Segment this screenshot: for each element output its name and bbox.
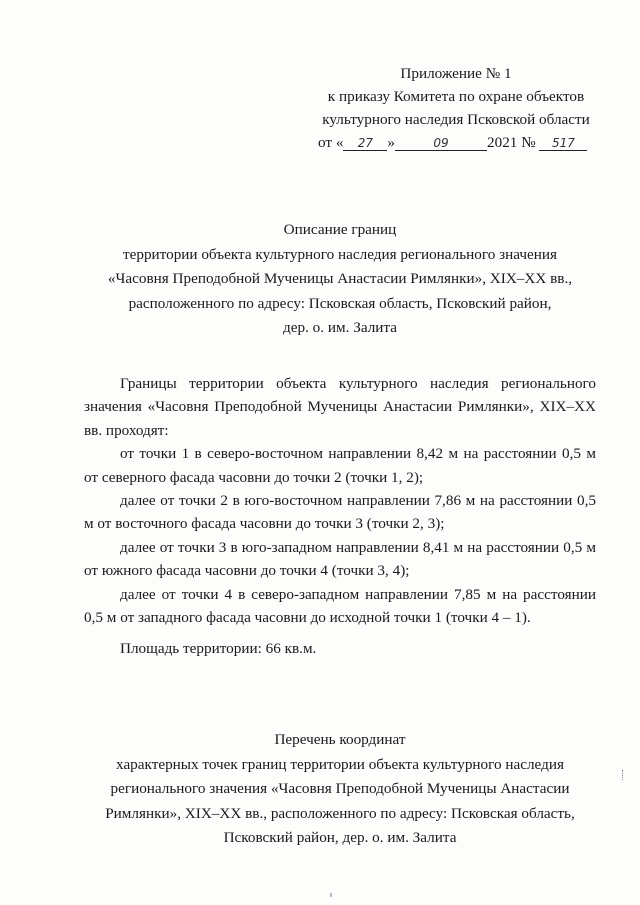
paragraph-point1: от точки 1 в северо-восточном направлении 8,42 м на расстоянии 0,5 м от северного фасада часовни до точки 2 (точки 1, 2); (84, 445, 596, 486)
paragraph-area: Площадь территории: 66 кв.м. (120, 640, 317, 658)
coordinates-title (70, 728, 610, 851)
date-month-handwritten: 09 (395, 136, 487, 151)
date-mid: » (387, 134, 396, 151)
coordinates-title-line3: регионального значения «Часовня Преподобной Мученицы Анастасии (110, 780, 570, 798)
coordinates-title-line1: Перечень координат (274, 731, 406, 748)
paragraph-point4: далее от точки 4 в северо-западном направлении 7,85 м на расстоянии 0,5 м от западного фасада часовни до исходной точки 1 (точки 4 – 1). (84, 585, 596, 627)
date-year: 2021 № (487, 134, 536, 151)
paragraph-intro: Границы территории объекта культурного наследия регионального значения «Часовня Преподобной Мученицы Анастасии Римлянки», XIX–XX вв. проходят: (84, 375, 596, 439)
appendix-order-line: к приказу Комитета по охране объектов (327, 88, 585, 105)
paragraph-point2: далее от точки 2 в юго-восточном направлении 7,86 м на расстоянии 0,5 м от восточного фасада часовни до точки 3 (точки 2, 3); (84, 492, 596, 533)
description-title-line2: территории объекта культурного наследия регионального значения (122, 245, 558, 263)
scan-dot-mark (330, 893, 332, 897)
coordinates-title-line5: Псковский район, дер. о. им. Залита (223, 829, 457, 847)
description-title-line1: Описание границ (283, 221, 397, 238)
description-title-line5: дер. о. им. Залита (283, 319, 397, 337)
date-day-handwritten: 27 (343, 136, 387, 151)
date-prefix: от « (318, 134, 344, 151)
appendix-date-line (296, 131, 616, 154)
paragraph-point3: далее от точки 3 в юго-западном направлении 8,41 м на расстоянии 0,5 м от южного фасада часовни до точки 4 (точки 3, 4); (84, 538, 596, 580)
coordinates-title-line4: Римлянки», XIX–XX вв., расположенного по адресу: Псковская область, (105, 804, 575, 822)
coordinates-title-line2: характерных точек границ территории объекта культурного наследия (116, 755, 564, 773)
appendix-committee-line: культурного наследия Псковской области (322, 111, 590, 128)
boundary-description-body (84, 372, 596, 661)
description-title (60, 218, 620, 341)
order-number-handwritten: 517 (539, 136, 587, 151)
appendix-header (296, 62, 616, 154)
description-title-line4: расположенного по адресу: Псковская область, Псковский район, (128, 294, 552, 312)
description-title-line3: «Часовня Преподобной Мученицы Анастасии Римлянки», XIX–XX вв., (107, 270, 573, 288)
scan-margin-mark (622, 770, 627, 780)
appendix-title: Приложение № 1 (400, 65, 512, 82)
